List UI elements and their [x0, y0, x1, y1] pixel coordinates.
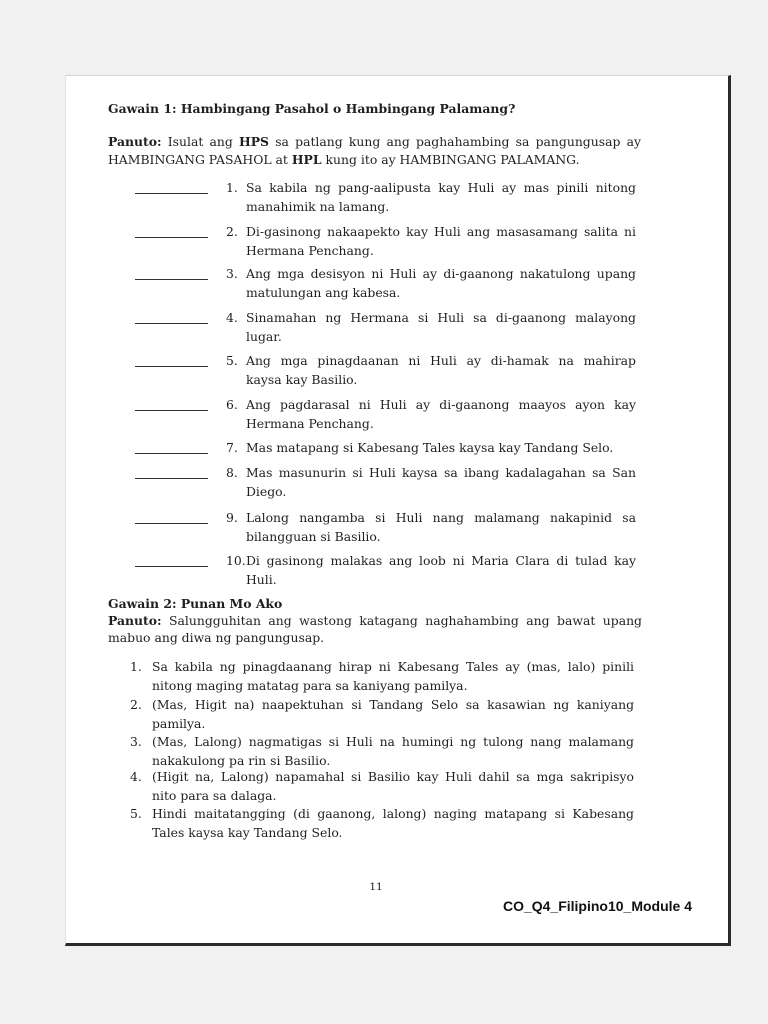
item-text — [246, 395, 636, 433]
item-text-line: (Mas, Lalong) nagmatigas si Huli na humingi ng tulong nang malamang — [152, 734, 634, 749]
item-text-line: manahimik na lamang. — [246, 199, 390, 214]
answer-blank — [135, 193, 208, 194]
item-text-line: matulungan ang kabesa. — [246, 285, 401, 300]
item-text-line: Sa kabila ng pinagdaanang hirap ni Kabesang Tales ay (mas, lalo) pinili — [152, 659, 634, 674]
item-text-line: (Mas, Higit na) naapektuhan si Tandang Selo sa kasawian ng kaniyang — [152, 697, 634, 712]
item-number: 2. — [226, 224, 238, 239]
module-code: CO_Q4_Filipino10_Module 4 — [502, 898, 692, 914]
instruction-text: kung ito ay HAMBINGANG PALAMANG. — [325, 152, 580, 167]
instruction-text: Salungguhitan ang wastong katagang naghahambing ang bawat upang mabuo ang diwa ng pangungusap. — [108, 613, 642, 645]
item-number: 2. — [130, 697, 142, 712]
item-text-line: nito para sa dalaga. — [152, 787, 277, 803]
item-text — [152, 768, 634, 805]
item-text — [246, 438, 636, 457]
item-number: 1. — [226, 180, 238, 195]
item-text-line: Diego. — [246, 484, 287, 499]
instruction-text: sa patlang kung ang paghahambing sa pangungusap ay HAMBINGANG PASAHOL at — [108, 134, 641, 167]
item-text-line: (Higit na, Lalong) napamahal si Basilio kay Huli dahil sa mga sakripisyo — [152, 769, 634, 784]
item-text-line: pamilya. — [152, 715, 206, 731]
item-text — [246, 551, 636, 589]
item-text-line: bilangguan si Basilio. — [246, 529, 381, 544]
worksheet-page — [65, 75, 731, 946]
answer-blank — [135, 410, 208, 411]
gawain-1-title: Gawain 1: Hambingang Pasahol o Hambingang Palamang? — [108, 101, 516, 116]
item-text-line: Di gasinong malakas ang loob ni Maria Clara di tulad kay — [246, 553, 636, 568]
item-text-line: kaysa kay Basilio. — [246, 372, 358, 387]
answer-code-hps: HPS — [239, 134, 270, 149]
item-text-line: Hermana Penchang. — [246, 416, 374, 431]
item-text-line: nitong maging matatag para sa kaniyang pamilya. — [152, 677, 468, 693]
item-text-line: Di-gasinong nakaapekto kay Huli ang masasamang salita ni — [246, 224, 636, 239]
item-text — [246, 222, 636, 260]
item-number: 5. — [130, 806, 142, 821]
item-number: 6. — [226, 397, 238, 412]
instruction-label: Panuto: — [108, 134, 162, 149]
item-text-line: nakakulong pa rin si Basilio. — [152, 752, 331, 768]
item-text-line: Mas masunurin si Huli kaysa sa ibang kadalagahan sa San — [246, 465, 636, 480]
item-text-line: Mas matapang si Kabesang Tales kaysa kay Tandang Selo. — [246, 440, 614, 455]
item-number: 4. — [130, 769, 142, 784]
item-text — [152, 696, 634, 733]
item-text — [246, 508, 636, 546]
item-number: 5. — [226, 353, 238, 368]
item-text-line: Hermana Penchang. — [246, 243, 374, 258]
gawain-1-instruction — [108, 133, 641, 169]
item-text-line: Hindi maitatangging (di gaanong, lalong) naging matapang si Kabesang — [152, 806, 634, 821]
item-text — [246, 178, 636, 216]
item-text-line: Tales kaysa kay Tandang Selo. — [152, 824, 343, 840]
item-text-line: lugar. — [246, 329, 282, 344]
page-number: 11 — [369, 881, 383, 893]
item-text — [152, 805, 634, 842]
item-text-line: Sinamahan ng Hermana si Huli sa di-gaanong malayong — [246, 310, 636, 325]
instruction-text: Isulat ang — [167, 134, 233, 149]
item-text — [246, 463, 636, 501]
item-number: 8. — [226, 465, 238, 480]
answer-blank — [135, 478, 208, 479]
item-number: 3. — [130, 734, 142, 749]
item-text-line: Lalong nangamba si Huli nang malamang nakapinid sa — [246, 510, 636, 525]
item-text — [246, 351, 636, 389]
answer-blank — [135, 237, 208, 238]
item-number: 4. — [226, 310, 238, 325]
item-number: 7. — [226, 440, 238, 455]
item-number: 10. — [226, 553, 246, 568]
answer-blank — [135, 366, 208, 367]
instruction-label: Panuto: — [108, 613, 162, 628]
item-text-line: Ang mga desisyon ni Huli ay di-gaanong nakatulong upang — [246, 266, 636, 281]
answer-blank — [135, 523, 208, 524]
answer-blank — [135, 279, 208, 280]
answer-blank — [135, 453, 208, 454]
answer-blank — [135, 566, 208, 567]
item-number: 9. — [226, 510, 238, 525]
item-text-line: Huli. — [246, 572, 277, 587]
item-number: 1. — [130, 659, 142, 674]
answer-code-hpl: HPL — [291, 152, 322, 167]
item-text — [246, 264, 636, 302]
answer-blank — [135, 323, 208, 324]
item-text — [246, 308, 636, 346]
item-text-line: Ang mga pinagdaanan ni Huli ay di-hamak na mahirap — [246, 353, 636, 368]
item-text-line: Ang pagdarasal ni Huli ay di-gaanong maayos ayon kay — [246, 397, 636, 412]
gawain-2-instruction — [108, 612, 642, 646]
item-text-line: Sa kabila ng pang-aalipusta kay Huli ay mas pinili nitong — [246, 180, 636, 195]
item-text — [152, 658, 634, 695]
item-number: 3. — [226, 266, 238, 281]
gawain-2-title: Gawain 2: Punan Mo Ako — [108, 596, 283, 611]
item-text — [152, 733, 634, 770]
